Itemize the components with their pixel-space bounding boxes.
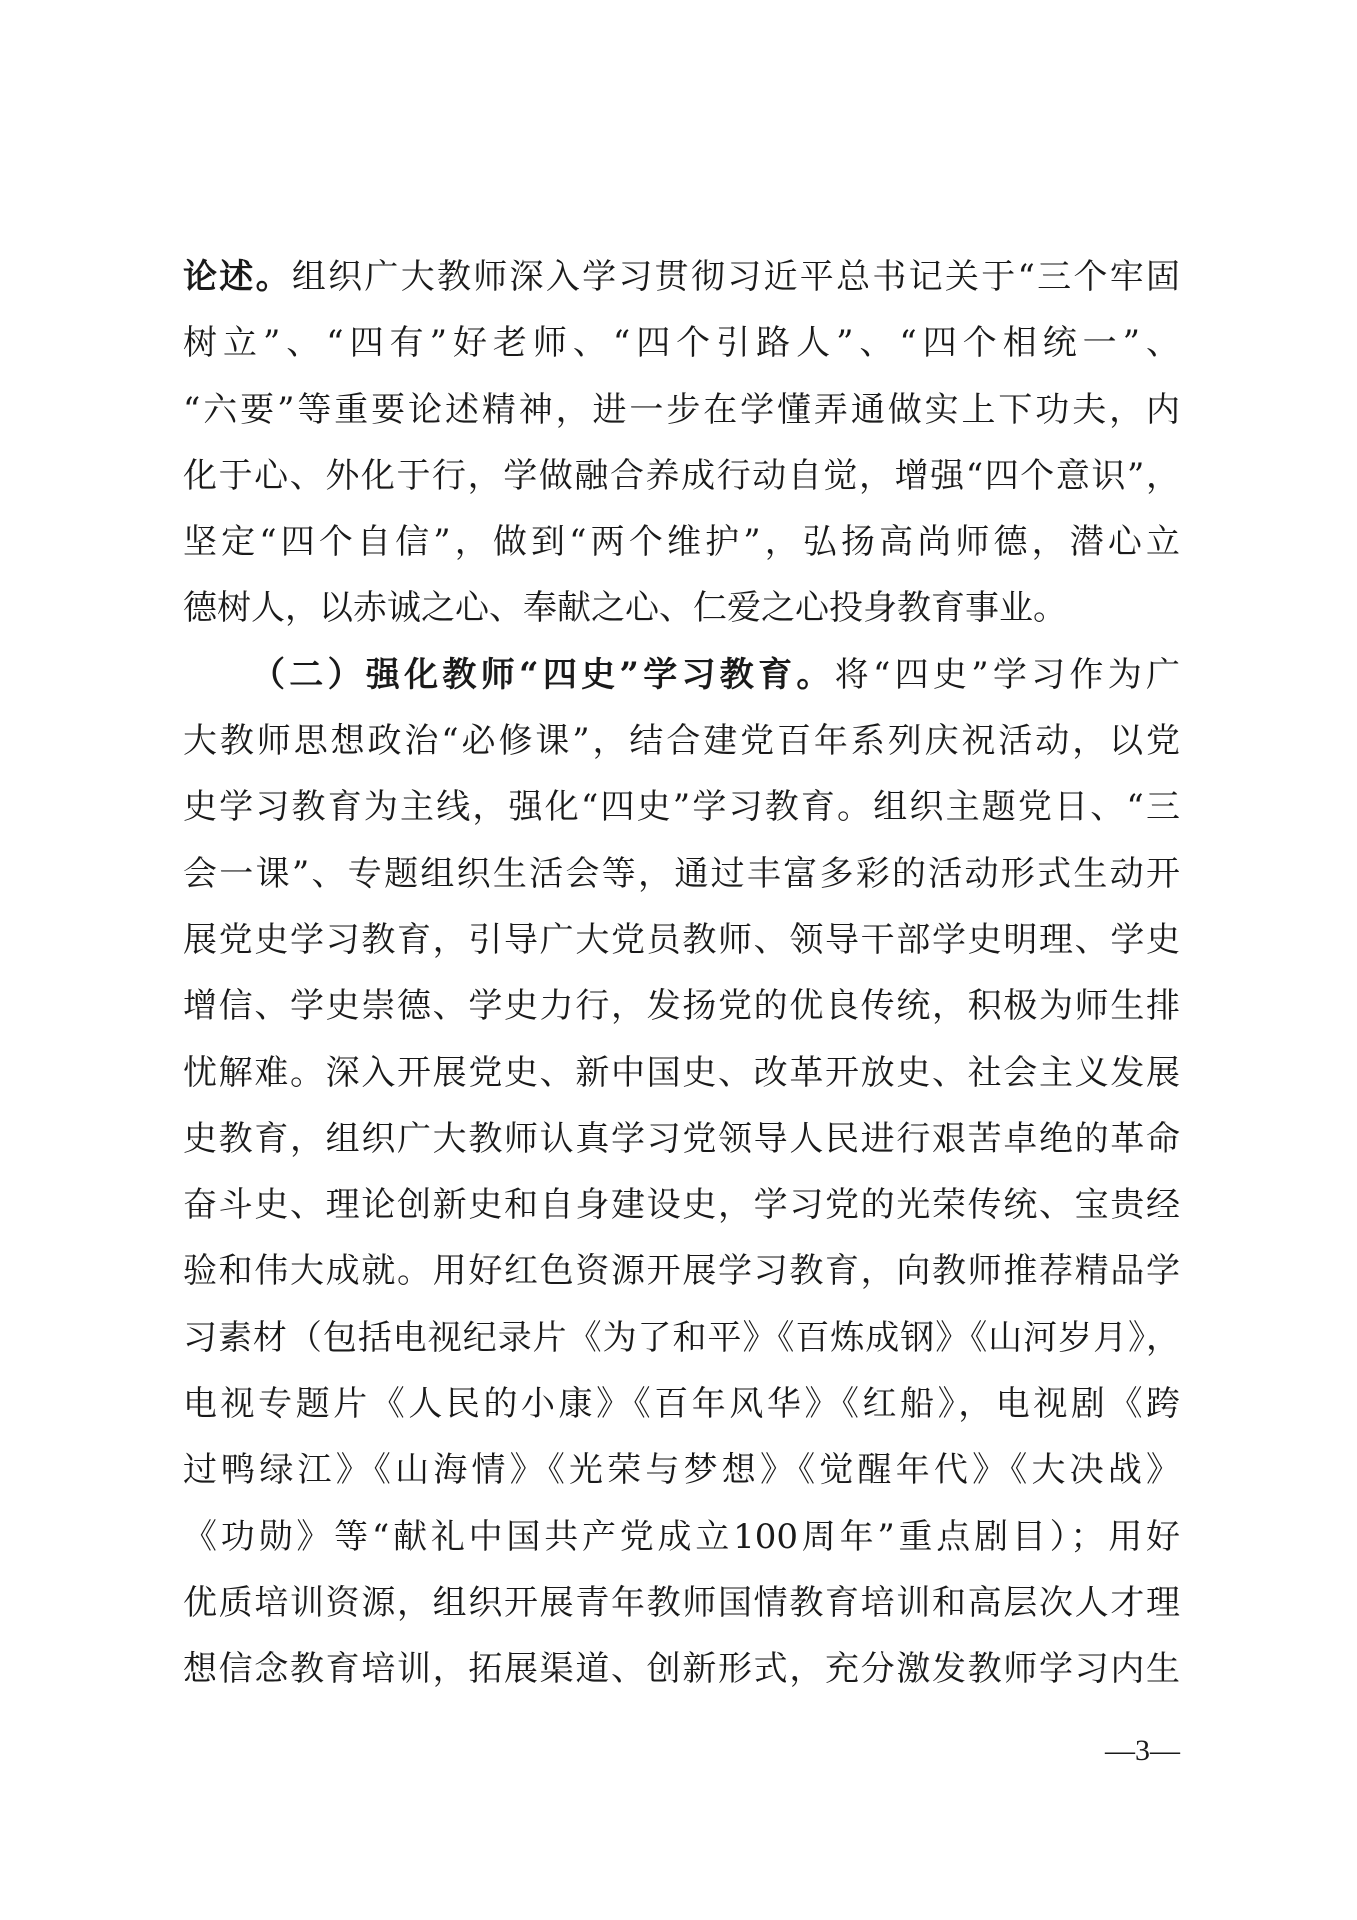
line-text: 坚定“四个自信”，做到“两个维护”，弘扬高尚师德，潜心立 xyxy=(183,522,1180,563)
line-text: 史学习教育为主线，强化“四史”学习教育。组织主题党日、“三 xyxy=(183,787,1180,828)
text-line xyxy=(183,377,1180,443)
line-text: 过鸭绿江》《山海情》《光荣与梦想》《觉醒年代》《大决战》 xyxy=(183,1450,1180,1491)
section-heading-line xyxy=(183,642,1180,708)
line-text: 习素材（包括电视纪录片《为了和平》《百炼成钢》《山河岁月》， xyxy=(183,1317,1180,1358)
text-line xyxy=(183,244,1180,310)
text-line xyxy=(183,1371,1180,1437)
page-number: —3— xyxy=(1105,1734,1180,1767)
line-text: 电视专题片《人民的小康》《百年风华》《红船》，电视剧《跨 xyxy=(183,1384,1180,1425)
line-text: 优质培训资源，组织开展青年教师国情教育培训和高层次人才理 xyxy=(183,1582,1180,1623)
text-line xyxy=(183,443,1180,509)
text-line xyxy=(183,973,1180,1039)
line-text: 忧解难。深入开展党史、新中国史、改革开放史、社会主义发展 xyxy=(183,1052,1180,1093)
line-text: 树立”、“四有”好老师、“四个引路人”、“四个相统一”、 xyxy=(183,323,1180,364)
text-line xyxy=(183,1636,1180,1702)
text-line xyxy=(183,1238,1180,1304)
line-text: 《功勋》等“献礼中国共产党成立100周年”重点剧目）；用好 xyxy=(183,1516,1180,1557)
text-line xyxy=(183,907,1180,973)
body-text xyxy=(183,244,1180,1703)
text-line xyxy=(183,509,1180,575)
text-line xyxy=(183,841,1180,907)
text-line xyxy=(183,575,1180,641)
text-line xyxy=(183,1437,1180,1503)
text-line xyxy=(183,1305,1180,1371)
line-text: 会一课”、专题组织生活会等，通过丰富多彩的活动形式生动开 xyxy=(183,853,1180,894)
line-text: 奋斗史、理论创新史和自身建设史，学习党的光荣传统、宝贵经 xyxy=(183,1185,1180,1226)
line-text: 增信、学史崇德、学史力行，发扬党的优良传统，积极为师生排 xyxy=(183,986,1180,1027)
line-text: 展党史学习教育，引导广大党员教师、领导干部学史明理、学史 xyxy=(183,919,1180,960)
text-line xyxy=(183,1570,1180,1636)
line-text: 化于心、外化于行，学做融合养成行动自觉，增强“四个意识”， xyxy=(183,455,1180,496)
text-line xyxy=(183,1172,1180,1238)
bold-phrase: 论述。 xyxy=(183,257,292,297)
text-line xyxy=(183,708,1180,774)
text-line xyxy=(183,774,1180,840)
line-text: “六要”等重要论述精神，进一步在学懂弄通做实上下功夫，内 xyxy=(183,389,1180,430)
line-text: 史教育，组织广大教师认真学习党领导人民进行艰苦卓绝的革命 xyxy=(183,1118,1180,1159)
line-text: 验和伟大成就。用好红色资源开展学习教育，向教师推荐精品学 xyxy=(183,1251,1180,1292)
text-line xyxy=(183,1504,1180,1570)
line-text: 德树人，以赤诚之心、奉献之心、仁爱之心投身教育事业。 xyxy=(183,588,1067,629)
text-line xyxy=(183,310,1180,376)
section-heading: （二）强化教师“四史”学习教育。 xyxy=(251,654,835,695)
text-line xyxy=(183,1106,1180,1172)
line-text: 组织广大教师深入学习贯彻习近平总书记关于“三个牢固 xyxy=(291,257,1180,297)
line-text: 想信念教育培训，拓展渠道、创新形式，充分激发教师学习内生 xyxy=(183,1649,1180,1690)
line-text: 将“四史”学习作为广 xyxy=(834,654,1180,695)
line-text: 大教师思想政治“必修课”，结合建党百年系列庆祝活动，以党 xyxy=(183,721,1180,762)
text-line xyxy=(183,1040,1180,1106)
